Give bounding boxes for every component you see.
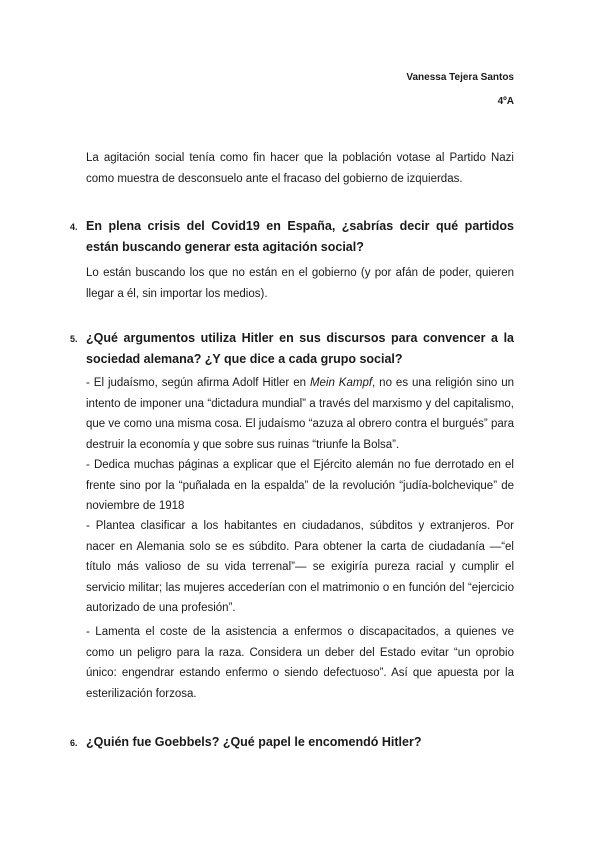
question-4-text: En plena crisis del Covid19 en España, ¿sabrías decir qué partidos están buscando generar esta agitación social? [86, 219, 514, 254]
question-5-text: ¿Qué argumentos utiliza Hitler en sus discursos para convencer a la sociedad alemana? ¿Y que dice a cada grupo social? [86, 331, 514, 366]
answer-5-point-4: - Lamenta el coste de la asistencia a enfermos o discapacitados, a quienes ve como un peligro para la raza. Considera un deber del Estado evitar “un oprobio único: engendrar estando enfermo o siendo defectuoso”. Así que apuesta por la esterilización forzosa. [86, 626, 514, 700]
author-name: Vanessa Tejera Santos [406, 72, 514, 83]
answer-4-text: Lo están buscando los que no están en el gobierno (y por afán de poder, quieren llegar a él, sin importar los medios). [86, 267, 514, 300]
question-6-number: 6. [70, 738, 78, 748]
answer-5-point-1 [86, 373, 514, 455]
question-4-number: 4. [70, 222, 78, 232]
question-6-text: ¿Quién fue Goebbels? ¿Qué papel le encomendó Hitler? [86, 735, 422, 749]
intro-paragraph: La agitación social tenía como fin hacer que la población votase al Partido Nazi como muestra de desconsuelo ante el fracaso del gobierno de izquierdas. [86, 152, 514, 185]
answer-5-point-1-end: , no es una religión sino un intento de imponer una “dictadura mundial” a través del marxismo y del capitalismo, que ve como una misma cosa. El judaísmo “azuza al obrero contra el burgués” para destruir la economía y que sobre sus ruinas “triunfe la Bolsa”. [86, 377, 514, 451]
answer-5-point-1-start: - El judaísmo, según afirma Adolf Hitler en [86, 377, 310, 389]
book-title: Mein Kampf [309, 377, 373, 389]
answer-5-point-3: - Plantea clasificar a los habitantes en ciudadanos, súbditos y extranjeros. Por nacer en Alemania solo se es súbdito. Para obtener la carta de ciudadanía —“el título más valioso de su vida terrenal”— se exigiría pureza racial y cumplir el servicio militar; las mujeres accederían con el matrimonio o en función del “ejercicio autorizado de una profesión”. [86, 520, 514, 614]
question-5-number: 5. [70, 334, 78, 344]
answer-5-point-2: - Dedica muchas páginas a explicar que el Ejército alemán no fue derrotado en el frente sino por la “puñalada en la espalda” de la revolución “judía-bolchevique” de noviembre de 1918 [86, 459, 514, 512]
class-group: 4ºA [497, 96, 514, 107]
